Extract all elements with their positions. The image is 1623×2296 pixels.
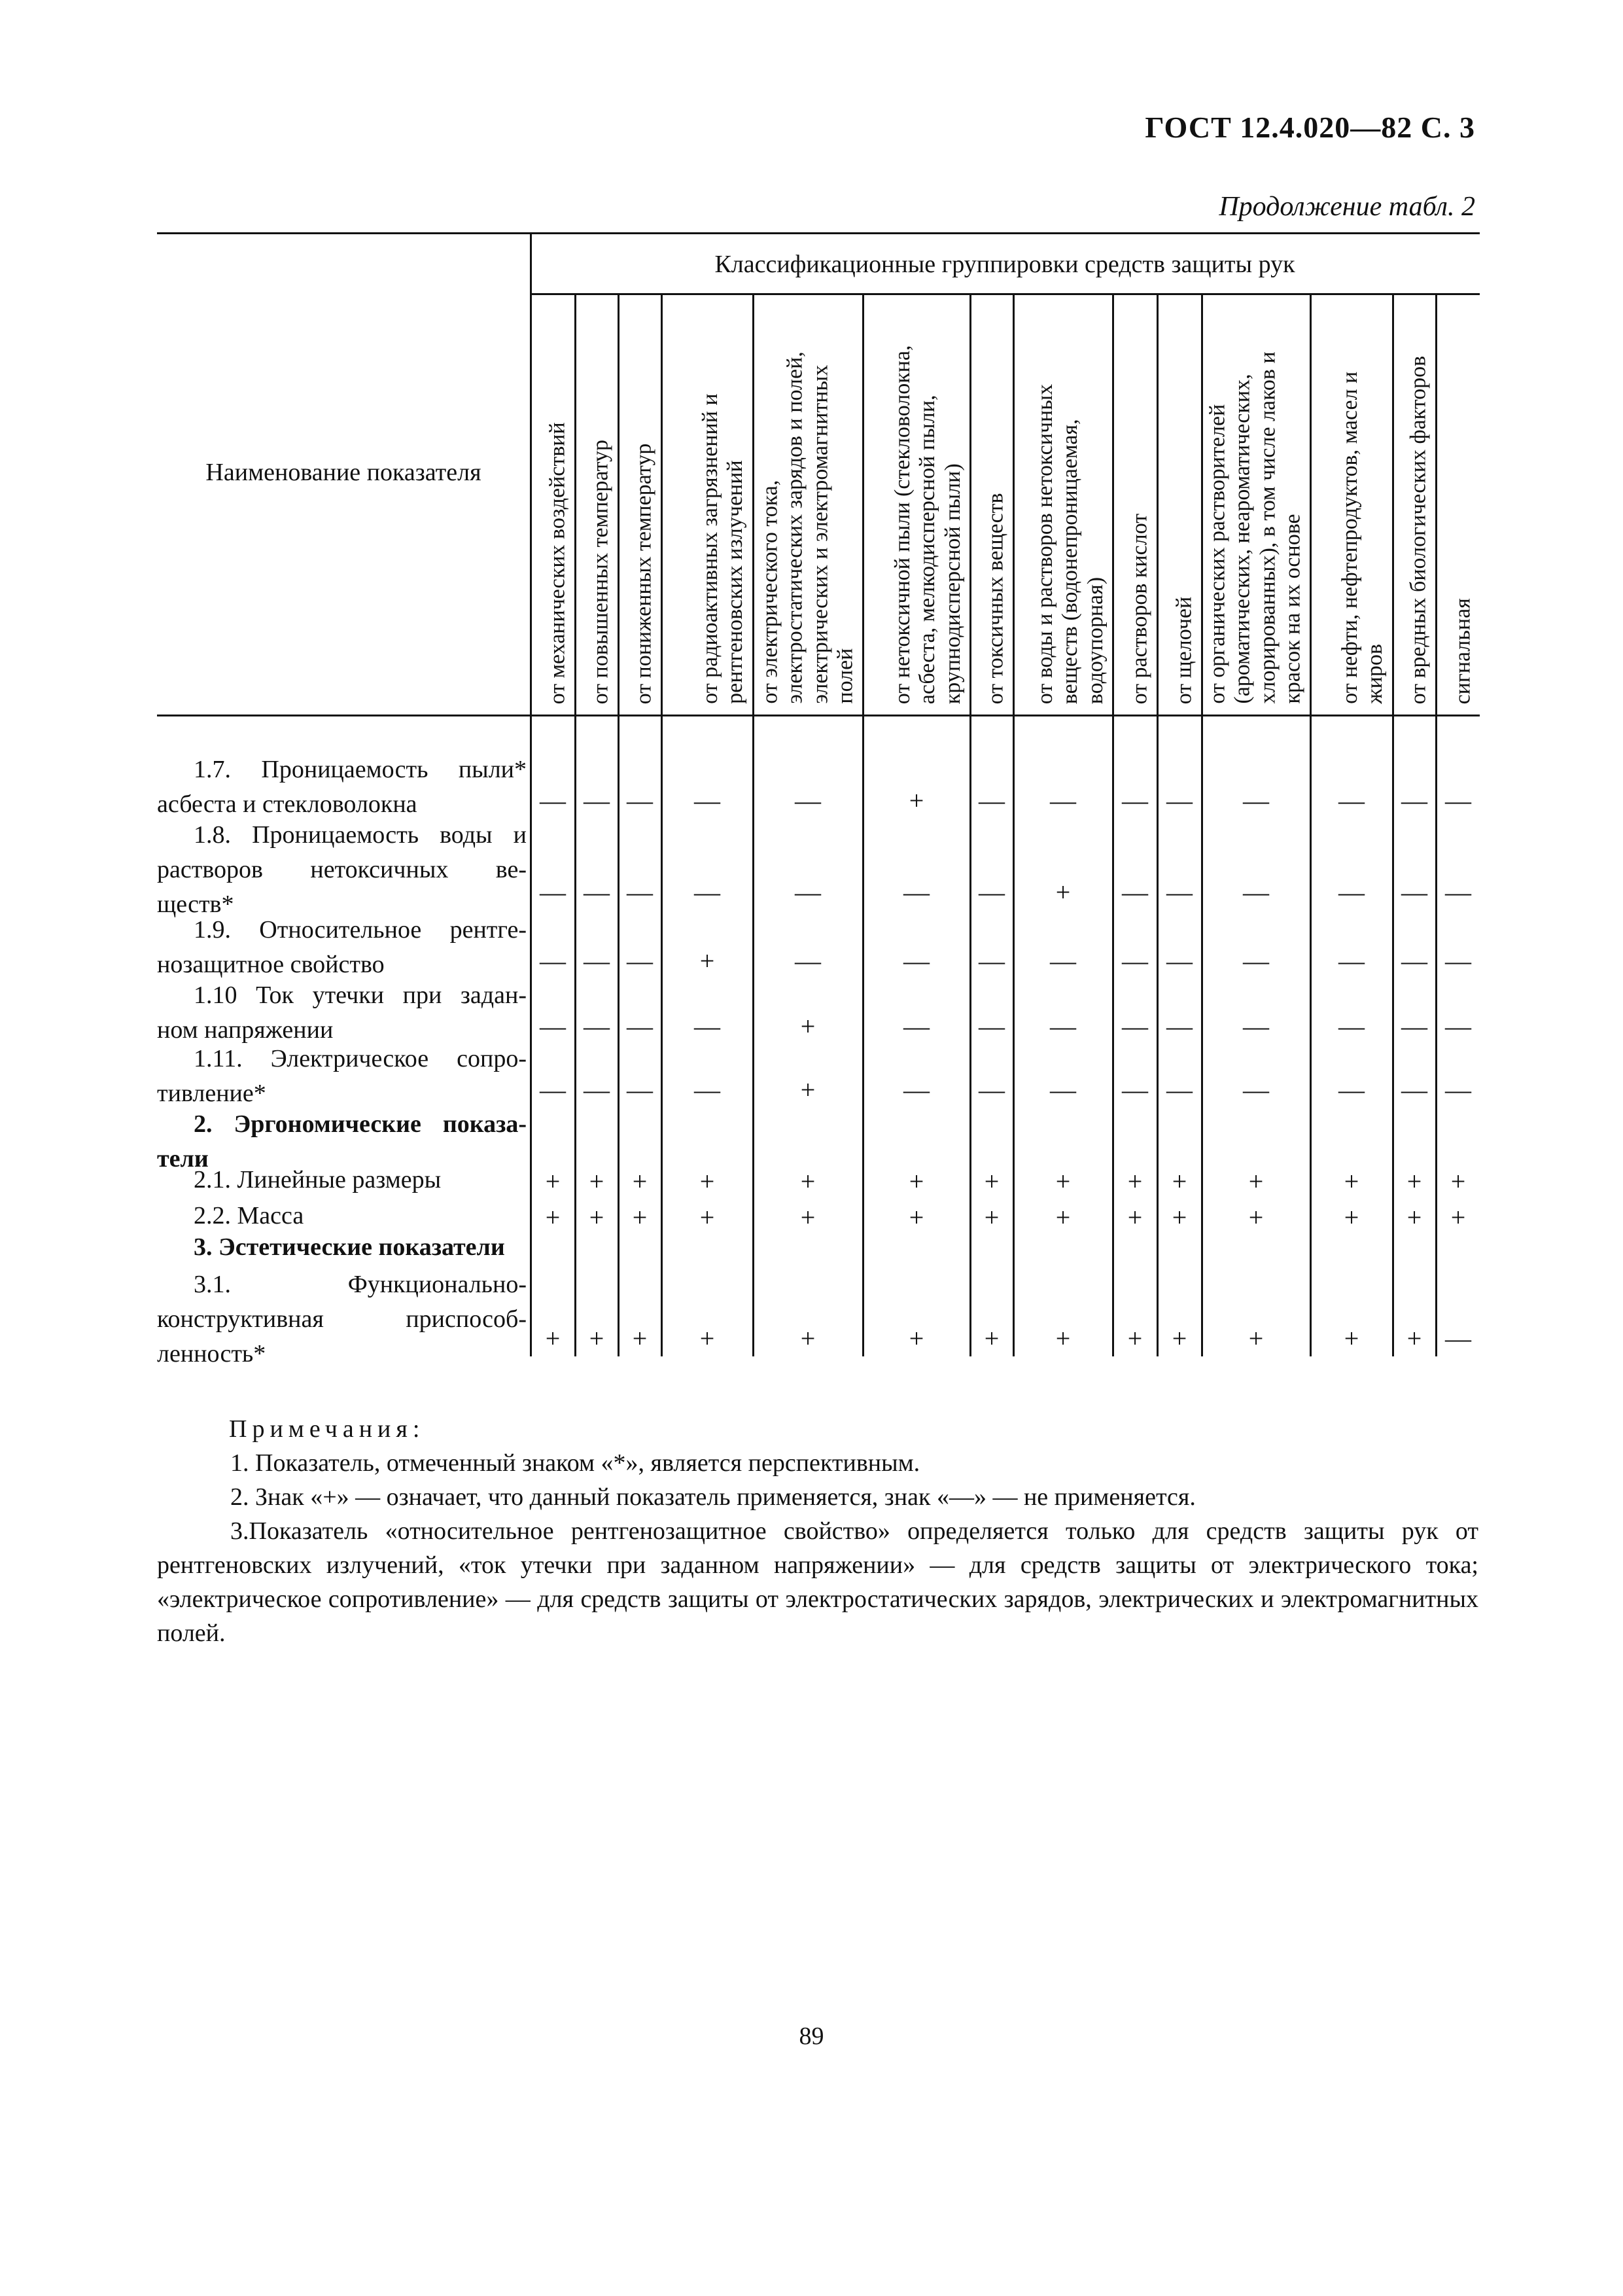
column-header [1315,298,1389,713]
applicable-mark: + [909,1324,924,1353]
table-row-name [157,978,527,1048]
not-applicable-mark: — [584,786,610,815]
column-header-label: от механических воздействий [545,421,570,704]
applicable-mark: + [545,1203,561,1232]
table-row-name-line: 1.7. Проницаемость пыли* [194,756,527,783]
applicable-mark: + [1406,1324,1422,1353]
column-header-label: от повышенных температур [588,439,613,704]
not-applicable-mark: — [1050,1075,1076,1104]
not-applicable-mark: — [795,786,821,815]
not-applicable-mark: — [540,1075,566,1104]
applicable-mark: + [1055,1167,1071,1196]
applicable-mark: + [1248,1203,1264,1232]
applicable-mark: + [800,1203,816,1232]
column-header [666,298,750,713]
column-header [580,298,615,713]
column-header [623,298,658,713]
not-applicable-mark: — [627,1012,653,1041]
note-item-1: 1. Показатель, отмеченный знаком «*», является перспективным. [230,1449,920,1477]
column-header [758,298,860,713]
table-row-name-line: тели [157,1145,209,1173]
column-header-label: от радиоактивных загрязнений и рентгеновских излучений [698,393,748,704]
column-header [975,298,1010,713]
column-header [535,298,572,713]
table-row-name-line: 2.2. Масса [194,1202,304,1229]
applicable-mark: + [1055,1324,1071,1353]
column-header [867,298,967,713]
not-applicable-mark: — [1445,877,1471,907]
not-applicable-mark: — [694,786,720,815]
group-header-rule [530,293,1480,295]
applicable-mark: + [1127,1203,1143,1232]
column-header-label: от органических растворителей (ароматических, неароматических, хлорированных), в том числе лаков и красок на их основе [1205,351,1305,704]
table-row-name-line: асбеста и стекловолокна [157,790,417,818]
table-row-name-line: 1.9. Относительное рентге- [194,916,527,944]
not-applicable-mark: — [903,946,930,976]
not-applicable-mark: — [1166,1012,1193,1041]
not-applicable-mark: — [903,1012,930,1041]
applicable-mark: + [800,1012,816,1041]
column-header-label: от токсичных веществ [983,493,1008,704]
table-continuation-label: Продолжение табл. 2 [1219,192,1475,222]
table-row-name [157,818,527,922]
column-header-label: от пониженных температур [631,443,656,704]
not-applicable-mark: — [584,1075,610,1104]
table-row-name-line: растворов нетоксичных ве- [157,856,527,883]
table-row-name-line: конструктивная приспособ- [157,1305,527,1333]
table-row-name-line: 1.8. Проницаемость воды и [194,821,527,849]
not-applicable-mark: — [979,1012,1005,1041]
name-column-header: Наименование показателя [205,459,481,486]
applicable-mark: + [632,1324,648,1353]
applicable-mark: + [1172,1167,1187,1196]
applicable-mark: + [800,1075,816,1104]
table-row-name-line: 1.11. Электрическое сопро- [194,1045,527,1072]
not-applicable-mark: — [1122,1075,1148,1104]
not-applicable-mark: — [1338,946,1365,976]
applicable-mark: + [1406,1167,1422,1196]
not-applicable-mark: — [979,786,1005,815]
applicable-mark: + [1248,1167,1264,1196]
not-applicable-mark: — [903,877,930,907]
note-item-3: 3.Показатель «относительное рентгенозащитное свойство» определяется только для средств защиты рук от рентгеновских излучений, «ток утечки при заданном напряжении» — для средств защиты от электрического тока; «электрическое сопротивление» — для средств защиты от электростатических зарядов, электрических и электромагнитных полей. [157,1517,1478,1647]
not-applicable-mark: — [903,1075,930,1104]
column-header-label: от щелочей [1172,596,1196,704]
applicable-mark: + [1172,1324,1187,1353]
not-applicable-mark: — [627,946,653,976]
column-header-label: от нефти, нефтепродуктов, масел и жиров [1338,371,1387,704]
applicable-mark: + [589,1203,604,1232]
table-row-name [157,1163,527,1197]
column-header-label: сигнальная [1450,597,1475,704]
not-applicable-mark: — [795,946,821,976]
not-applicable-mark: — [1338,786,1365,815]
not-applicable-mark: — [1122,946,1148,976]
document-header-title: ГОСТ 12.4.020—82 С. 3 [1145,111,1475,144]
not-applicable-mark: — [1338,1075,1365,1104]
applicable-mark: + [909,786,924,815]
applicable-mark: + [909,1167,924,1196]
table-row-name-line: ном напряжении [157,1016,334,1044]
applicable-mark: + [800,1324,816,1353]
applicable-mark: + [589,1167,604,1196]
table-row-name-line: 3.1. Функционально- [194,1271,527,1298]
applicable-mark: + [545,1324,561,1353]
not-applicable-mark: — [1166,1075,1193,1104]
not-applicable-mark: — [1338,1012,1365,1041]
table-row-name [157,1267,527,1371]
table-row-name [157,1199,527,1233]
applicable-mark: + [1344,1167,1359,1196]
applicable-mark: + [984,1203,1000,1232]
table-row-name-line: 2. Эргономические показа- [194,1110,527,1138]
not-applicable-mark: — [1050,786,1076,815]
column-header [1440,298,1477,713]
applicable-mark: + [545,1167,561,1196]
not-applicable-mark: — [1050,946,1076,976]
table-row-name [157,913,527,982]
applicable-mark: + [632,1167,648,1196]
not-applicable-mark: — [627,1075,653,1104]
table-row-name [157,1230,527,1265]
applicable-mark: + [1248,1324,1264,1353]
applicable-mark: + [699,1324,715,1353]
applicable-mark: + [1450,1167,1466,1196]
column-header-label: от электрического тока, электростатических зарядов и полей, электрических и электромагнитных полей [758,351,858,704]
column-header-label: от вредных биологических факторов [1406,355,1431,704]
applicable-mark: + [1127,1324,1143,1353]
applicable-mark: + [632,1203,648,1232]
applicable-mark: + [984,1324,1000,1353]
applicable-mark: + [699,946,715,976]
applicable-mark: + [1127,1167,1143,1196]
applicable-mark: + [699,1203,715,1232]
table-row-name [157,752,527,822]
not-applicable-mark: — [584,946,610,976]
column-header-label: от растворов кислот [1127,513,1152,704]
applicable-mark: + [1055,1203,1071,1232]
not-applicable-mark: — [694,1012,720,1041]
not-applicable-mark: — [540,946,566,976]
not-applicable-mark: — [584,1012,610,1041]
not-applicable-mark: — [1122,1012,1148,1041]
note-item-2: 2. Знак «+» — означает, что данный показатель применяется, знак «—» — не применяется. [230,1483,1196,1511]
not-applicable-mark: — [694,877,720,907]
group-header: Классификационные группировки средств защиты рук [714,251,1295,278]
column-header-label: от нетоксичной пыли (стекловолокна, асбеста, мелкодисперсной пыли, крупнодисперсной пыли) [890,345,965,704]
not-applicable-mark: — [1122,877,1148,907]
not-applicable-mark: — [1243,877,1269,907]
not-applicable-mark: — [979,946,1005,976]
column-header [1117,298,1154,713]
not-applicable-mark: — [1445,786,1471,815]
applicable-mark: + [800,1167,816,1196]
not-applicable-mark: — [1166,946,1193,976]
table-row-name [157,1042,527,1111]
column-header [1162,298,1198,713]
not-applicable-mark: — [627,786,653,815]
table-row-name-line: 3. Эстетические показатели [194,1233,505,1261]
not-applicable-mark: — [1401,946,1427,976]
not-applicable-mark: — [1243,946,1269,976]
not-applicable-mark: — [1445,946,1471,976]
page-number: 89 [799,2022,824,2050]
applicable-mark: + [589,1324,604,1353]
not-applicable-mark: — [1401,877,1427,907]
not-applicable-mark: — [1243,786,1269,815]
not-applicable-mark: — [1243,1012,1269,1041]
not-applicable-mark: — [540,877,566,907]
applicable-mark: + [1055,877,1071,907]
not-applicable-mark: — [1445,1075,1471,1104]
applicable-mark: + [984,1167,1000,1196]
table-row-name-line: нозащитное свойство [157,951,385,978]
not-applicable-mark: — [1401,786,1427,815]
applicable-mark: + [909,1203,924,1232]
column-header [1018,298,1109,713]
table-row-name-line: тивление* [157,1080,266,1107]
not-applicable-mark: — [1122,786,1148,815]
not-applicable-mark: — [1166,877,1193,907]
not-applicable-mark: — [1401,1075,1427,1104]
applicable-mark: + [1172,1203,1187,1232]
table-row-name-line: 2.1. Линейные размеры [194,1166,442,1193]
notes-title: Примечания: [229,1415,425,1443]
not-applicable-mark: — [540,1012,566,1041]
not-applicable-mark: — [1401,1012,1427,1041]
table-row-name-line: ленность* [157,1340,266,1368]
applicable-mark: + [1406,1203,1422,1232]
not-applicable-mark: — [1050,1012,1076,1041]
table-row-name-line: ществ* [157,891,234,918]
not-applicable-mark: — [584,877,610,907]
column-header [1397,298,1433,713]
applicable-mark: + [1344,1324,1359,1353]
applicable-mark: + [699,1167,715,1196]
not-applicable-mark: — [627,877,653,907]
applicable-mark: + [1450,1203,1466,1232]
column-header-label: от воды и растворов нетоксичных веществ (водонепроницаемая, водоупорная) [1032,383,1108,704]
column-header [1206,298,1307,713]
not-applicable-mark: — [694,1075,720,1104]
table-top-rule [157,232,1480,234]
notes-section [157,1412,1478,1650]
table-row-name-line: 1.10 Ток утечки при задан- [194,981,527,1009]
not-applicable-mark: — [1166,786,1193,815]
not-applicable-mark: — [540,786,566,815]
header-bottom-rule [157,715,1480,716]
not-applicable-mark: — [1445,1324,1471,1353]
not-applicable-mark: — [979,1075,1005,1104]
not-applicable-mark: — [795,877,821,907]
applicable-mark: + [1344,1203,1359,1232]
not-applicable-mark: — [979,877,1005,907]
not-applicable-mark: — [1338,877,1365,907]
not-applicable-mark: — [1243,1075,1269,1104]
not-applicable-mark: — [1445,1012,1471,1041]
